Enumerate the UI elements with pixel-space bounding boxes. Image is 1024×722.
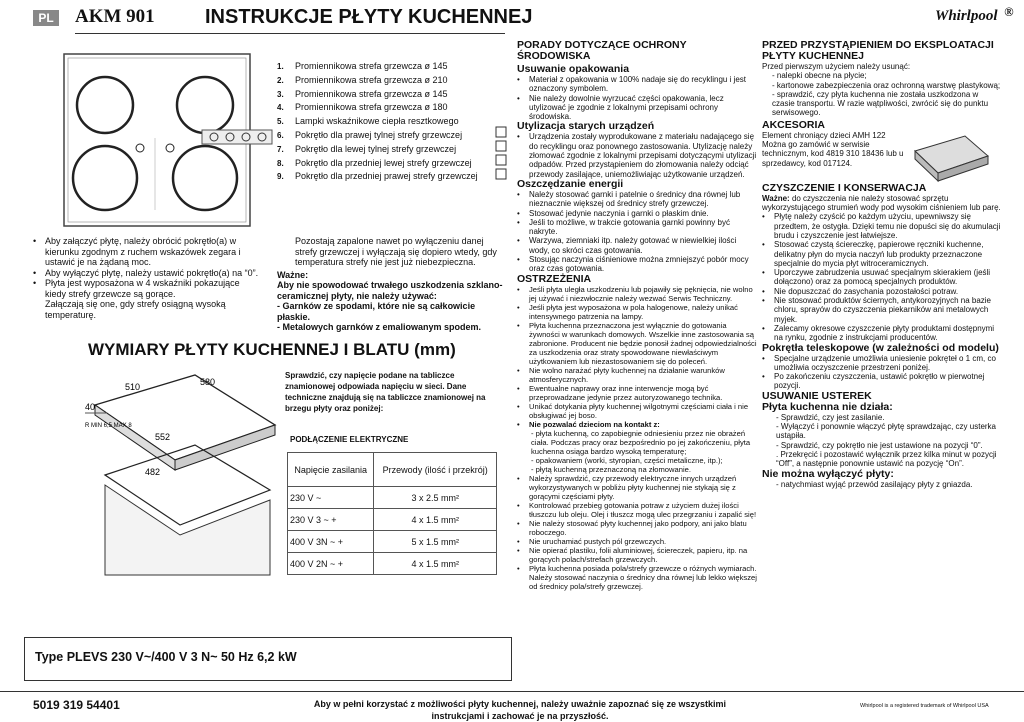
list-item: 4. Promiennikowa strefa grzewcza ø 180: [277, 102, 448, 113]
doc-code: 5019 319 54401: [33, 698, 120, 712]
brand-logo: Whirlpool ®: [935, 5, 1014, 24]
svg-text:40: 40: [85, 402, 96, 412]
table-row: 230 V ~ 3 x 2.5 mm²: [288, 487, 497, 509]
type-box: Type PLEVS 230 V~/400 V 3 N~ 50 Hz 6,2 kW: [24, 637, 512, 681]
language-badge: PL: [33, 10, 59, 26]
list-item: 2. Promiennikowa strefa grzewcza ø 210: [277, 74, 448, 85]
list-item: 8. Pokrętło dla przedniej lewej strefy grzewczej: [277, 157, 472, 168]
footer-note: Aby w pełni korzystać z możliwości płyty kuchennej, należy uważnie zapoznać się ze wszystkimi instrukcjami i zachować je na przyszłość.: [313, 699, 727, 721]
list-item: 3. Promiennikowa strefa grzewcza ø 145: [277, 88, 448, 99]
indicator-note: Pozostają zapalone nawet po wyłączeniu danej strefy grzewczej i wyłączają się dopiero wtedy, gdy temperatura strefy nie jest już niebezpieczna. Ważne: Aby nie spowodować trwałego uszkodzenia szklano-ceramicznej płyty, nie należy używać: - Garnków ze spodami, które nie są całkowicie płaskie. - Metalowych garnków z emaliowanym spodem.: [277, 236, 503, 332]
list-item: 7. Pokrętło dla lewej tylnej strefy grzewczej: [277, 143, 457, 154]
knob-position-icons: [495, 126, 509, 182]
list-item: 6. Pokrętło dla prawej tylnej strefy grzewczej: [277, 129, 463, 140]
footer-rule: [0, 691, 1024, 692]
list-item: 1. Promiennikowa strefa grzewcza ø 145: [277, 61, 448, 71]
svg-text:R MIN 6,5 MAX 8: R MIN 6,5 MAX 8: [85, 423, 132, 429]
child-guard-image: [910, 131, 990, 183]
rating-note: Sprawdzić, czy napięcie podane na tabliczce znamionowej odpowiada napięciu w sieci. Dane techniczne znajdują się na tabliczce znamionowej na brzegu płyty oraz poniżej:: [285, 371, 486, 413]
table-row: 400 V 3N ~ + 5 x 1.5 mm²: [288, 531, 497, 553]
svg-text:482: 482: [145, 467, 161, 477]
electric-table: Napięcie zasilania Przewody (ilość i przekrój) 230 V ~ 3 x 2.5 mm² 230 V 3 ~ + 4 x 1.5 mm² 400 V 3N ~ + 5 x 1.5 mm² 400 V 2N ~ + 4 x 1.5 mm²: [287, 452, 497, 575]
page-title: INSTRUKCJE PŁYTY KUCHENNEJ: [205, 6, 533, 28]
trademark-note: Whirlpool is a registered trademark of Whirlpool USA: [860, 703, 989, 709]
list-item: 5. Lampki wskaźnikowe ciepła resztkowego: [277, 116, 459, 127]
table-row: 230 V 3 ~ + 4 x 1.5 mm²: [288, 509, 497, 531]
dimensions-title: WYMIARY PŁYTY KUCHENNEJ I BLATU (mm): [88, 340, 456, 359]
svg-text:510: 510: [125, 382, 141, 392]
table-row: 400 V 2N ~ + 4 x 1.5 mm²: [288, 553, 497, 575]
parts-list: [277, 60, 507, 184]
svg-text:552: 552: [155, 432, 171, 442]
svg-text:580: 580: [200, 377, 216, 387]
dimensions-drawing: [85, 365, 285, 585]
header-rule: [75, 33, 505, 34]
control-knobs: [200, 128, 275, 148]
usage-column: PRZED PRZYSTĄPIENIEM DO EKSPLOATACJI PŁYTY KUCHENNEJ Przed pierwszym użyciem należy usunąć: - nalepki obecne na płycie; - kartonowe zabezpieczenia oraz ochronną warstwę plastykową; - sprawdzić, czy płyta kuchenna nie została uszkodzona w czasie transportu. W razie wątpliwości, zwrócić się do punktu serwisowego. AKCESORIA Element chroniący dzieci AMH 122 Można go zamówić w serwisie technicznym, kod 4819 310 18436 lub u sprzedawcy, kod 017124. CZYSZCZENIE I KONSERWACJA Ważne: do czyszczenia nie należy stosować sprzętu wykorzystującego strumień wody pod wysokim ciśnieniem lub parę. • Płytę należy czyścić po każdym użyciu, upewniwszy się przedtem, że ostygła. Dzięki temu nie dopuści się do akumulacji brudu i czyszczenie jest łatwiejsze. • Stosować czystą ściereczkę, papierowe ręczniki kuchenne, delikatny płyn do mycia naczyń lub produkty przeznaczone specjalnie do mycia płyt witroceramicznych. • Uporczywe zabrudzenia usuwać specjalnym skierakiem (jeśli dołączono) oraz za pomocą specjalnych produktów. • Nie dopuszczać do zasychania pozostałości potraw. • Nie stosować produktów ściernych, antykorozyjnych na bazie chloru, sprayów do czyszczenia piekarników ani metalowych myjek. • Zalecamy okresowe czyszczenie płyty produktami dostępnymi na rynku, zgodnie z instrukcjami producentów. Pokrętła teleskopowe (w zależności od modelu) • Specjalne urządzenie umożliwia uniesienie pokręteł o 1 cm, co umożliwia oczyszczenie przestrzeni poniżej. • Po zakończeniu czyszczenia, ustawić pokrętło w pierwotnej pozycji. USUWANIE USTEREK Płyta kuchenna nie działa: - Sprawdzić, czy jest zasilanie. - Wyłączyć i ponownie włączyć płytę sprawdzając, czy usterka ustąpiła. - Sprawdzić, czy pokrętło nie jest ustawione na pozycji “0”. . Przekręcić i pozostawić wyłącznik przez kilka minut w pozycji “Off”, a następnie ponownie ustawić na pozycję “On”. Nie można wyłączyć płyty: - natychmiast wyjąć przewód zasilający płyty z gniazda.: [762, 40, 1002, 489]
list-item: 9. Pokrętło dla przedniej prawej strefy grzewczej: [277, 171, 478, 182]
electric-title: PODŁĄCZENIE ELEKTRYCZNE: [290, 435, 409, 444]
model-name: AKM 901: [75, 6, 155, 27]
usage-bullets: • Aby załączyć płytę, należy obrócić pokrętło(a) w kierunku zgodnym z ruchem wskazówek zegara i ustawić je na żądaną moc. • Aby wyłączyć płytę, należy ustawić pokrętło(a) na “0”. • Płyta jest wyposażona w 4 wskaźniki pokazujące kiedy strefy grzewcze są gorące. Załączają się one, gdy strefy osiągną wysoką temperaturę.: [33, 236, 263, 320]
environment-column: PORADY DOTYCZĄCE OCHRONY ŚRODOWISKA Usuwanie opakowania • Materiał z opakowania w 100% nadaje się do recyklingu i jest oznaczony symbolem. • Nie należy dowolnie wyrzucać części opakowania, lecz utylizować je zgodnie z lokalnymi przepisami ochrony środowiska. Utylizacja starych urządzeń • Urządzenia zostały wyprodukowane z materiału nadającego się do recyklingu oraz ponownego zastosowania. Utylizację należy złomować zgodnie z lokalnymi przepisami dotyczącymi utylizacji odpadów. Przed przystąpieniem do złomowania należy odciąć przewody zasilające, uniemożliwiając użytkowanie urządzeń. Oszczędzanie energii • Należy stosować garnki i patelnie o średnicy dna równej lub nieznacznie większej od średnicy strefy grzewczej. • Stosować jedynie naczynia i garnki o płaskim dnie. • Jeśli to możliwe, w trakcie gotowania garnki powinny być nakryte. • Warzywa, ziemniaki itp. należy gotować w niewielkiej ilości wody, co skróci czas gotowania. • Stosując naczynia ciśnieniowe można zmniejszyć pobór mocy oraz czas gotowania. OSTRZEŻENIA • Jeśli płyta uległa uszkodzeniu lub pojawiły się pęknięcia, nie wolno jej używać i niezwłocznie należy wezwać Serwis Techniczny. • Jeśli płyta jest wyposażona w pola halogenowe, należy unikać intensywnego patrzenia na lampy. • Płyta kuchenna przeznaczona jest wyłącznie do gotowania żywności w warunkach domowych. Wszelkie inne zastosowania są zabronione. Producent nie będzie ponosił żadnej odpowiedzialności za uszkodzenia oraz straty spowodowane niewłaściwym użytkowaniem lub niezastosowaniem się do poleceń. • Nie wolno narażać płyty kuchennej na działanie warunków atmosferycznych. • Ewentualne naprawy oraz inne interwencje mogą być przeprowadzane jedynie przez autoryzowanego technika. • Unikać dotykania płyty kuchennej wilgotnymi częściami ciała i nie obsługiwać jej boso. • Nie pozwalać dzieciom na kontakt z: - płyta kuchenną, co zapobiegnie odniesieniu przez nie obrażeń ciała. Podczas pracy oraz bezpośrednio po jej zakończeniu, płyta kuchenna osiąga bardzo wysoką temperaturę; - opakowaniem (worki, styropian, części metaliczne, itp.); - płytą kuchenną przeznaczoną na złomowanie. • Należy sprawdzić, czy przewody elektryczne innych urządzeń wykorzystywanych w pobliżu płyty kuchennej nie stykają się z gorącymi częściami płyty. • Kontrolować przebieg gotowania potraw z użyciem dużej ilości tłuszczu lub oleju. Olej i tłuszcz mogą ulec przegrzaniu i zapalić się! • Nie należy stosować płyty kuchennej jako podpory, ani jako blatu roboczego. • Nie uruchamiać pustych pól grzewczych. • Nie opierać plastiku, folii aluminiowej, ściereczek, papieru, itp. na gorących polach/strefach grzewczych. • Płyta kuchenna posiada pola/strefy grzewcze o różnych wymiarach. Należy stosować naczynia o średnicy dna równej lub lekko większej od średnicy pola/strefy grzewczej.: [517, 40, 757, 591]
